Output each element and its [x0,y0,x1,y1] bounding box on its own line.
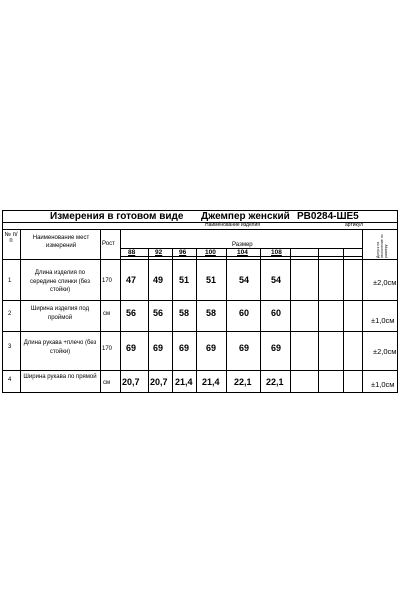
product-name: Джемпер женский [201,211,290,222]
row-2-height: см [103,311,111,317]
frame-right [397,210,398,393]
row-2-tolerance: ±1,0см [371,316,395,325]
col-header-size: Размер [232,242,253,248]
row-1-tolerance: ±2,0см [373,278,397,287]
row-1-value-104: 54 [239,275,250,285]
col-line-12 [362,229,363,392]
size-header-108: 108 [271,249,282,256]
row-3-height: 170 [102,346,113,352]
row-sep-3 [2,331,398,332]
col-line-10 [318,248,319,392]
row-4-name: Ширина рукава по прямой [23,374,97,380]
row-2-name: Ширина изделия под проймой [30,306,90,321]
product-caption: Наименование изделия [205,222,260,228]
row-4-value-92: 20,7 [150,377,168,387]
row-1-height: 170 [102,278,113,284]
row-3-value-100: 69 [206,343,217,353]
size-header-104: 104 [237,249,248,256]
row-2-value-96: 58 [179,308,190,318]
col-line-11 [343,248,344,392]
row-4-num: 4 [8,377,12,383]
row-3-tolerance: ±2,0см [373,347,397,356]
row-1-value-96: 51 [179,275,190,285]
row-1-value-92: 49 [153,275,164,285]
row-4-value-108: 22,1 [266,377,284,387]
row-4-value-104: 22,1 [234,377,252,387]
row-1-num: 1 [8,278,12,284]
col-header-num: № п/п [4,232,18,244]
row-sep-1 [2,259,398,260]
size-header-96: 96 [179,249,187,256]
caption-line [2,222,398,223]
row-1-value-108: 54 [271,275,282,285]
row-2-value-92: 56 [153,308,164,318]
row-3-value-96: 69 [179,343,190,353]
row-3-value-104: 69 [239,343,250,353]
row-3-value-108: 69 [271,343,282,353]
row-1-value-88: 47 [126,275,137,285]
col-header-tolerance: Допуск на отклонение по размеру [376,234,389,258]
row-4-value-88: 20,7 [122,377,140,387]
row-3-name: Длина рукава +плечо (без стойки) [23,340,97,355]
row-sep-4 [2,370,398,371]
col-line-2 [100,229,101,392]
sheet-title: Измерения в готовом виде [50,211,184,222]
table-top-line [2,229,398,230]
col-line-7 [226,248,227,392]
col-header-name: Наименование мест измерений [32,235,90,250]
row-3-value-88: 69 [126,343,137,353]
col-line-5 [172,248,173,392]
row-3-num: 3 [8,344,12,350]
row-4-height: см [103,380,111,386]
col-header-height: Рост [102,241,115,247]
row-1-value-100: 51 [206,275,217,285]
col-line-3 [120,229,121,392]
col-line-9 [290,248,291,392]
row-3-value-92: 69 [153,343,164,353]
row-sep-2 [2,300,398,301]
size-header-88: 88 [128,249,136,256]
row-2-num: 2 [8,311,12,317]
frame-bottom [2,392,398,393]
row-4-value-100: 21,4 [202,377,220,387]
col-line-1 [20,229,21,392]
row-4-value-96: 21,4 [175,377,193,387]
row-2-value-100: 58 [206,308,217,318]
article-code: РВ0284-ШЕ5 [297,211,359,222]
size-header-100: 100 [205,249,216,256]
row-2-value-88: 56 [126,308,137,318]
row-4-tolerance: ±1,0см [371,380,395,389]
col-line-8 [260,248,261,392]
size-header-92: 92 [155,249,163,256]
row-1-name: Длина изделия по середине спинки (без стойки) [30,270,90,294]
col-line-4 [148,248,149,392]
row-2-value-108: 60 [271,308,282,318]
article-caption: артикул [345,222,364,228]
row-2-value-104: 60 [239,308,250,318]
col-line-6 [196,248,197,392]
